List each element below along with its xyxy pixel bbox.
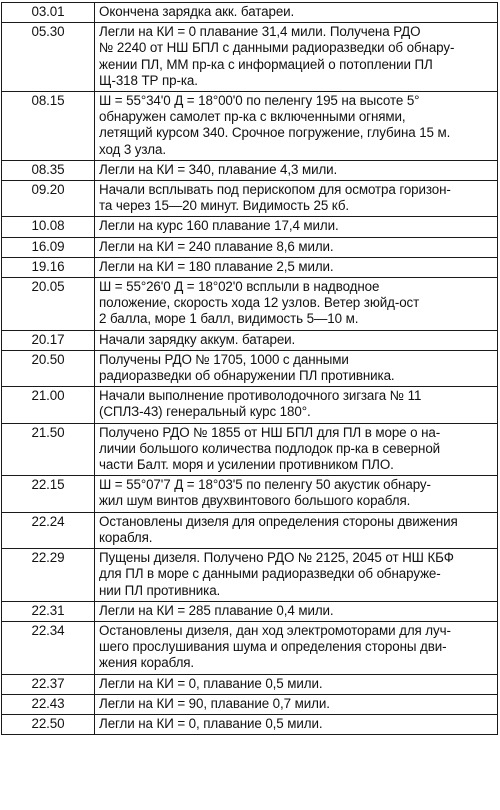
- time-cell: 19.16: [2, 257, 95, 277]
- time-cell: 22.29: [2, 549, 95, 602]
- table-row: [2, 23, 498, 92]
- time-cell: 22.15: [2, 476, 95, 512]
- time-cell: 08.35: [2, 160, 95, 180]
- table-row: [2, 181, 498, 217]
- table-row: [2, 601, 498, 621]
- table-row: [2, 92, 498, 161]
- table-row: [2, 330, 498, 350]
- log-table: [1, 2, 498, 735]
- table-row: [2, 387, 498, 423]
- entry-cell: Легли на КИ = 0, плавание 0,5 мили.: [95, 714, 498, 734]
- table-row: [2, 714, 498, 734]
- entry-cell: Легли на КИ = 340, плавание 4,3 мили.: [95, 160, 498, 180]
- time-cell: 08.15: [2, 92, 95, 161]
- time-cell: 22.50: [2, 714, 95, 734]
- table-row: [2, 621, 498, 674]
- log-table-body: [2, 3, 498, 735]
- table-row: [2, 3, 498, 23]
- time-cell: 05.30: [2, 23, 95, 92]
- table-row: [2, 549, 498, 602]
- time-cell: 20.50: [2, 350, 95, 386]
- entry-cell: Легли на КИ = 0 плавание 31,4 мили. Получена РДО № 2240 от НШ БПЛ с данными радиоразведки об обнару- жении ПЛ, ММ пр-ка с информацией о потоплении ПЛ Щ-318 ТР пр-ка.: [95, 23, 498, 92]
- time-cell: 22.31: [2, 601, 95, 621]
- time-cell: 03.01: [2, 3, 95, 23]
- entry-cell: Остановлены дизеля, дан ход электромоторами для луч- шего прослушивания шума и определения стороны дви- жения корабля.: [95, 621, 498, 674]
- table-row: [2, 423, 498, 476]
- time-cell: 22.37: [2, 674, 95, 694]
- table-row: [2, 278, 498, 331]
- entry-cell: Легли на КИ = 285 плавание 0,4 мили.: [95, 601, 498, 621]
- entry-cell: Ш = 55°26'0 Д = 18°02'0 всплыли в надводное положение, скорость хода 12 узлов. Ветер зюйд-ост 2 балла, море 1 балл, видимость 5—10 м.: [95, 278, 498, 331]
- entry-cell: Ш = 55°07'7 Д = 18°03'5 по пеленгу 50 акустик обнару- жил шум винтов двухвинтового большого корабля.: [95, 476, 498, 512]
- entry-cell: Легли на курс 160 плавание 17,4 мили.: [95, 217, 498, 237]
- entry-cell: Окончена зарядка акк. батареи.: [95, 3, 498, 23]
- table-row: [2, 476, 498, 512]
- time-cell: 22.24: [2, 512, 95, 548]
- entry-cell: Легли на КИ = 90, плавание 0,7 мили.: [95, 694, 498, 714]
- entry-cell: Легли на КИ = 240 плавание 8,6 мили.: [95, 237, 498, 257]
- entry-cell: Начали выполнение противолодочного зигзага № 11 (СПЛЗ-43) генеральный курс 180°.: [95, 387, 498, 423]
- table-row: [2, 160, 498, 180]
- entry-cell: Пущены дизеля. Получено РДО № 2125, 2045 от НШ КБФ для ПЛ в море с данными радиоразведки об обнаруже- нии ПЛ противника.: [95, 549, 498, 602]
- entry-cell: Легли на КИ = 0, плавание 0,5 мили.: [95, 674, 498, 694]
- entry-cell: Получено РДО № 1855 от НШ БПЛ для ПЛ в море о на- личии большого количества подлодок пр-ка в северной части Балт. моря и усилении противником ПЛО.: [95, 423, 498, 476]
- time-cell: 10.08: [2, 217, 95, 237]
- entry-cell: Начали зарядку аккум. батареи.: [95, 330, 498, 350]
- table-row: [2, 350, 498, 386]
- table-row: [2, 512, 498, 548]
- entry-cell: Начали всплывать под перископом для осмотра горизон- та через 15—20 минут. Видимость 25 кб.: [95, 181, 498, 217]
- time-cell: 20.17: [2, 330, 95, 350]
- time-cell: 22.34: [2, 621, 95, 674]
- time-cell: 16.09: [2, 237, 95, 257]
- time-cell: 20.05: [2, 278, 95, 331]
- table-row: [2, 217, 498, 237]
- time-cell: 21.00: [2, 387, 95, 423]
- entry-cell: Получены РДО № 1705, 1000 с данными радиоразведки об обнаружении ПЛ противника.: [95, 350, 498, 386]
- time-cell: 09.20: [2, 181, 95, 217]
- table-row: [2, 257, 498, 277]
- time-cell: 21.50: [2, 423, 95, 476]
- table-row: [2, 674, 498, 694]
- table-row: [2, 237, 498, 257]
- time-cell: 22.43: [2, 694, 95, 714]
- entry-cell: Ш = 55°34'0 Д = 18°00'0 по пеленгу 195 на высоте 5° обнаружен самолет пр-ка с включенными огнями, летящий курсом 340. Срочное погружение, глубина 15 м. ход 3 узла.: [95, 92, 498, 161]
- table-row: [2, 694, 498, 714]
- entry-cell: Остановлены дизеля для определения стороны движения корабля.: [95, 512, 498, 548]
- entry-cell: Легли на КИ = 180 плавание 2,5 мили.: [95, 257, 498, 277]
